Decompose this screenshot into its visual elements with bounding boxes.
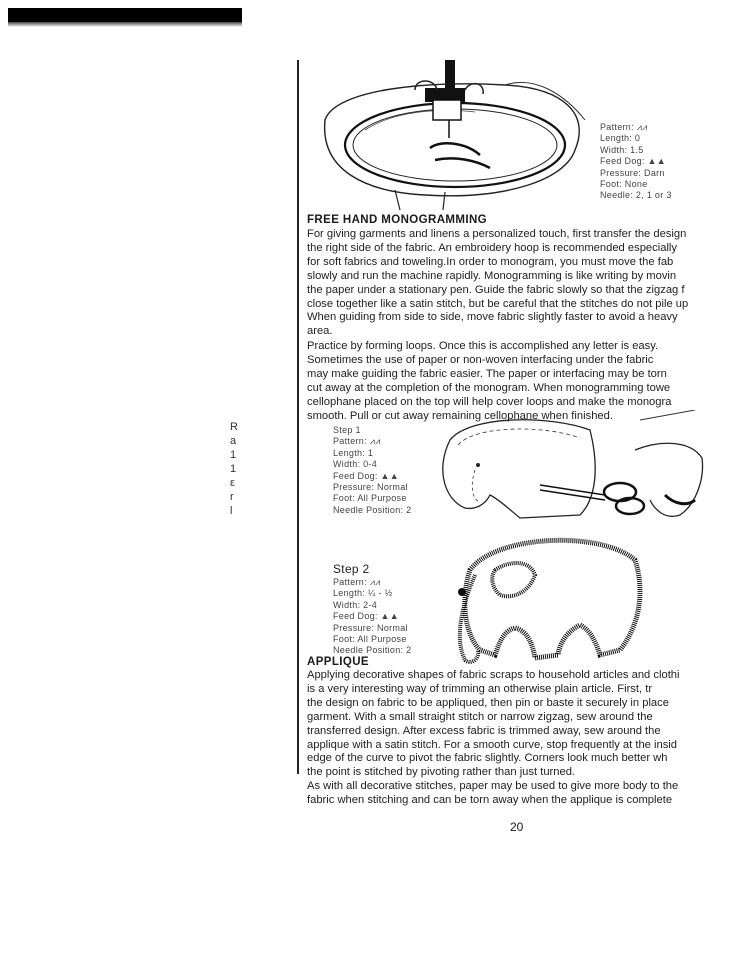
text-line: Sometimes the use of paper or non-woven interfacing under the fabric: [307, 353, 654, 366]
setting-line: Width: 0-4: [333, 459, 378, 470]
margin-marks: [230, 420, 250, 518]
setting-line: Pressure: Normal: [333, 482, 408, 493]
setting-line: Width: 1.5: [600, 144, 644, 155]
text-line: Applying decorative shapes of fabric scraps to household articles and clothi: [307, 669, 680, 681]
setting-line: Needle Position: 2: [333, 645, 412, 656]
setting-line: Needle Position: 2: [333, 504, 412, 515]
text-line: the right side of the fabric. An embroidery hoop is recommended especially: [307, 241, 678, 254]
setting-line: Pattern: ⩘⩘: [333, 436, 381, 447]
setting-line: Feed Dog: ▲▲: [333, 470, 399, 481]
step-title: Step 2: [333, 562, 370, 576]
margin-mark: 1: [230, 449, 237, 461]
text-line: cellophane placed on the top will help cover loops and make the monogra: [307, 395, 672, 408]
text-line: edge of the curve to pivot the fabric slightly. Corners look much better wh: [307, 752, 668, 765]
text-line: garment. With a small straight stitch or narrow zigzag, sew around the: [307, 710, 653, 723]
setting-line: Width: 2-4: [333, 599, 378, 610]
text-line: close together like a satin stitch, but be careful that the stitches do not pile up: [307, 297, 689, 310]
text-line: For giving garments and linens a personalized touch, first transfer the design: [307, 228, 687, 240]
monogram-heading: FREE HAND MONOGRAMMING: [307, 214, 488, 226]
setting-line: Pattern: ⩘⩘: [600, 122, 648, 132]
margin-mark: l: [230, 505, 233, 517]
applique-elephant-illustration: [440, 530, 650, 670]
setting-line: Needle: 2, 1 or 3: [600, 190, 672, 201]
step-title: Step 1: [333, 425, 361, 435]
text-line: transferred design. After excess fabric is trimmed away, sew around the: [307, 724, 661, 737]
top-rule: [8, 8, 242, 22]
setting-line: Length: 0: [600, 133, 641, 144]
text-line: slowly and run the machine rapidly. Monogramming is like writing by movin: [307, 269, 677, 282]
setting-line: Length: ¼ - ½: [333, 588, 393, 599]
hoop-illustration: [305, 60, 595, 215]
margin-mark: a: [230, 435, 237, 447]
text-line: applique with a satin stitch. For a smooth curve, stop frequently at the insid: [307, 738, 678, 751]
text-line: for soft fabrics and toweling.In order to monogram, you must move the fab: [307, 255, 674, 268]
text-line: may make guiding the fabric easier. The paper or interfacing may be torn: [307, 367, 667, 380]
text-line: Practice by forming loops. Once this is accomplished any letter is easy.: [307, 340, 659, 352]
margin-mark: R: [230, 421, 238, 433]
setting-line: Feed Dog: ▲▲: [600, 156, 666, 167]
applique-cutting-illustration: [430, 410, 710, 535]
text-line: When guiding from side to side, move fabric slightly faster to avoid a heavy: [307, 311, 678, 324]
text-line: the paper under a stationary pen. Guide the fabric slowly so that the zigzag f: [307, 283, 685, 296]
setting-line: Feed Dog: ▲▲: [333, 611, 399, 622]
vertical-rule: [297, 60, 299, 774]
setting-line: Foot: All Purpose: [333, 634, 407, 645]
setting-line: Pressure: Darn: [600, 167, 665, 178]
text-line: As with all decorative stitches, paper may be used to give more body to the: [307, 780, 679, 793]
setting-line: Pressure: Normal: [333, 622, 408, 633]
monogram-paragraph-1: [307, 228, 704, 339]
text-line: area.: [307, 325, 333, 338]
text-line: the point is stitched by pivoting rather than just turned.: [307, 766, 576, 779]
setting-line: Pattern: ⩘⩘: [333, 577, 381, 587]
step1-settings: [333, 425, 411, 516]
margin-mark: 1: [230, 463, 237, 475]
applique-paragraph: [307, 669, 704, 808]
page-number: 20: [510, 820, 524, 834]
margin-mark: ε: [230, 477, 235, 489]
text-line: fabric when stitching and can be torn away when the applique is complete: [307, 794, 673, 807]
text-line: smooth. Pull or cut away remaining cellophane when finished.: [307, 409, 613, 422]
text-line: cut away at the completion of the monogram. When monogramming towe: [307, 381, 671, 394]
hoop-settings: [600, 122, 672, 202]
setting-line: Length: 1: [333, 447, 374, 458]
step2-settings: [333, 562, 411, 657]
text-line: the design on fabric to be appliqued, then pin or baste it securely in place: [307, 696, 669, 709]
setting-line: Foot: All Purpose: [333, 493, 407, 504]
text-line: is a very interesting way of trimming an otherwise plain article. First, tr: [307, 682, 653, 695]
setting-line: Foot: None: [600, 179, 648, 190]
margin-mark: r: [230, 491, 234, 503]
applique-heading: APPLIQUE: [307, 656, 369, 668]
